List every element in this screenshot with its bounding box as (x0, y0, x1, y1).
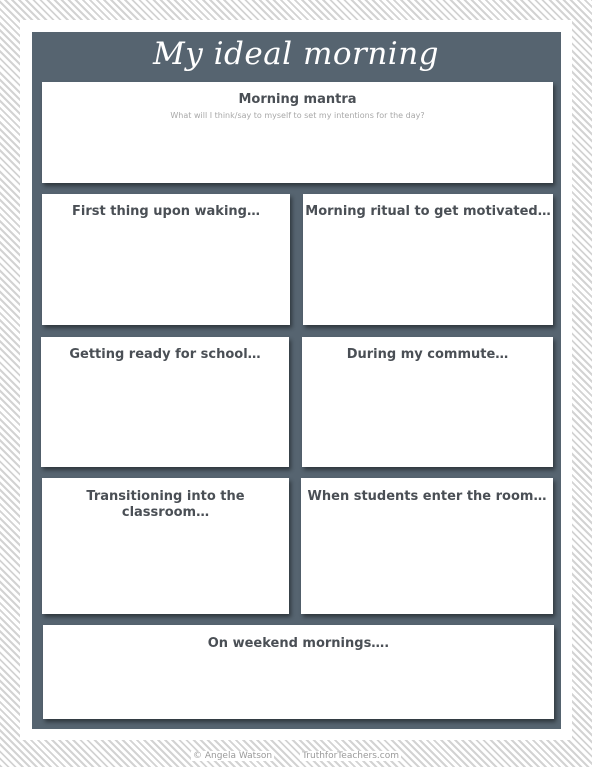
mantra-label: Morning mantra (238, 92, 357, 107)
weekend-box[interactable] (43, 625, 554, 719)
classroom-label: Transitioning into the classroom… (86, 489, 245, 520)
waking-label: First thing upon waking… (72, 204, 260, 219)
school-label: Getting ready for school… (69, 347, 261, 362)
students-box[interactable] (301, 478, 553, 614)
school-box[interactable] (41, 337, 289, 467)
mantra-box[interactable] (42, 82, 553, 183)
mantra-hint: What will I think/say to myself to set my intentions for the day? (170, 111, 425, 120)
students-label: When students enter the room… (307, 489, 547, 504)
footer-site: TruthforTeachers.com (302, 751, 399, 761)
ritual-label: Morning ritual to get motivated… (305, 204, 551, 219)
commute-box[interactable] (302, 337, 553, 467)
weekend-label: On weekend mornings…. (207, 636, 390, 651)
footer-copyright: © Angela Watson (193, 751, 273, 761)
classroom-box[interactable] (42, 478, 289, 614)
waking-box[interactable] (42, 194, 290, 325)
footer (0, 750, 592, 762)
commute-label: During my commute… (346, 347, 509, 362)
page-title: My ideal morning (152, 36, 440, 72)
ritual-box[interactable] (303, 194, 553, 325)
